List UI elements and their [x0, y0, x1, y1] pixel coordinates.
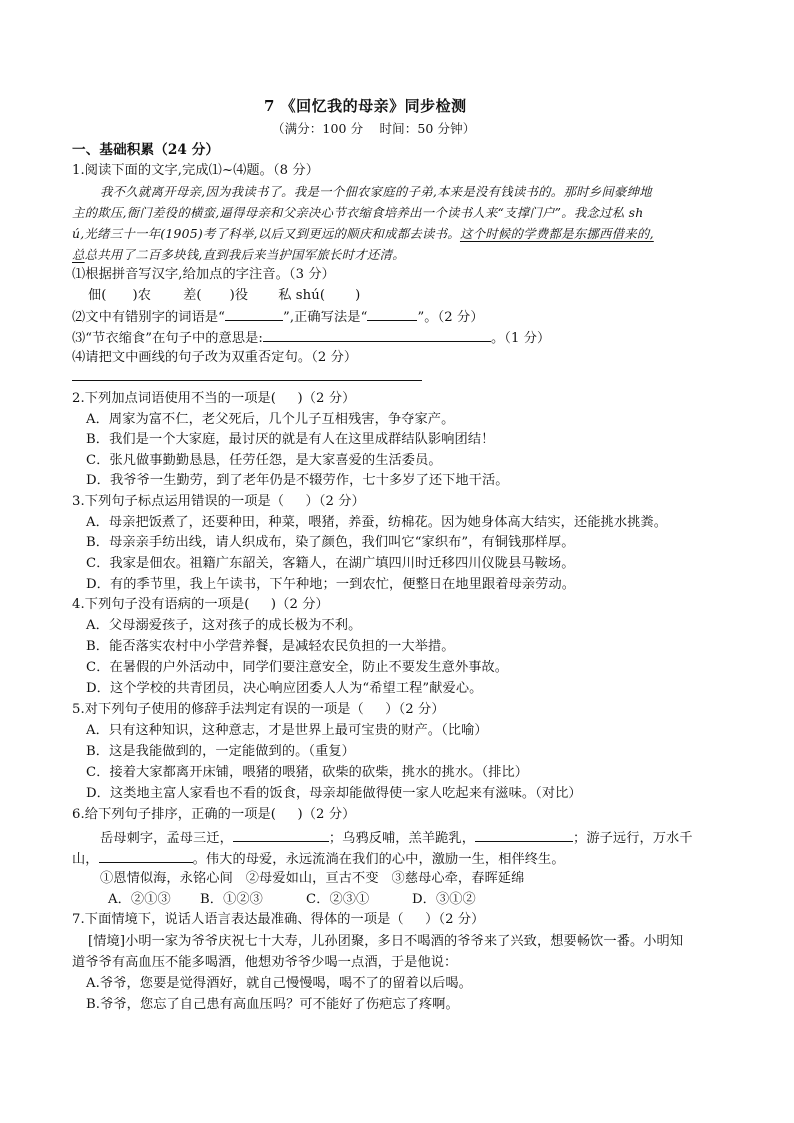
item-text: 。伟大的母爱，永远流淌在我们的心中，激励一生，相伴终生。	[192, 852, 565, 867]
item-text: 。（1 分）	[490, 331, 551, 346]
ordering-line-1	[100, 827, 693, 849]
item-text: )	[355, 288, 361, 303]
passage-line	[72, 224, 654, 244]
ordering-line-2	[72, 848, 565, 870]
question-4-stem: 4.下列句子没有语病的一项是( )（2 分）	[72, 597, 329, 612]
item-text: 私 shú(	[278, 288, 326, 303]
answer-blank[interactable]	[225, 306, 283, 321]
answer-blank[interactable]	[263, 327, 491, 342]
question-3-stem: 3.下列句子标点运用错误的一项是（ ）（2 分）	[72, 494, 365, 509]
passage-line: 我不久就离开母亲,因为我读书了。我是一个佃农家庭的子弟,本来是没有钱读书的。那时乡间豪绅地	[100, 184, 652, 199]
choice-c: C．②③①	[306, 892, 370, 907]
item-text: 山，	[72, 852, 99, 867]
sub-question-2	[72, 306, 484, 328]
option-d: D．这个学校的共青团员，决心响应团委人人为“希望工程”献爱心。	[86, 681, 483, 696]
passage-text: 总共用了二百多块钱,直到我后来当护国军旅长时才还清。	[84, 247, 405, 262]
option-c: C．张凡做事勤勤恳恳，任劳任怨，是大家喜爱的生活委员。	[86, 453, 442, 468]
option-a: A．父母溺爱孩子，这对孩子的成长极为不利。	[86, 618, 362, 633]
answer-blank[interactable]	[99, 848, 193, 863]
item-text: 佃(	[88, 288, 107, 303]
answer-blank[interactable]	[233, 827, 329, 842]
option-b: B．能否落实农村中小学营养餐，是减轻农民负担的一大举措。	[86, 639, 455, 654]
item-text: ⑶“节衣缩食”在句子中的意思是:	[72, 331, 263, 346]
option-a: A．周家为富不仁，老父死后，几个儿子互相残害，争夺家产。	[86, 412, 455, 427]
item-text: ”。（2 分）	[417, 310, 484, 325]
option-c: C．在暑假的户外活动中，同学们要注意安全，防止不要发生意外事故。	[86, 660, 509, 675]
option-c: C．我家是佃农。祖籍广东韶关，客籍人，在湖广填四川时迁移四川仪陇县马鞍场。	[86, 556, 575, 571]
option-b: B．这是我能做到的，一定能做到的。（重复）	[86, 744, 355, 759]
passage-line: 主的欺压,衙门差役的横蛮,逼得母亲和父亲决心节衣缩食培养出一个读书人来“支撑门户”。我念过私 sh	[72, 205, 644, 220]
scenario-line: 道爷爷有高血压不能多喝酒，他想劝爷爷少喝一点酒，于是他说：	[72, 955, 458, 970]
choice-d: D．③①②	[412, 892, 476, 907]
question-2-stem: 2.下列加点词语使用不当的一项是( )（2 分）	[72, 391, 356, 406]
passage-text: ú,光绪三十一年(1905)考了科举,以后又到更远的顺庆和成都去读书。	[72, 226, 460, 241]
answer-line[interactable]	[72, 380, 422, 381]
item-text: )农	[132, 288, 152, 303]
item-text: ”,正确写法是“	[283, 310, 368, 325]
passage-line	[72, 245, 405, 265]
question-7-stem: 7.下面情境下，说话人语言表达最准确、得体的一项是（ ）（2 分）	[72, 912, 485, 927]
answer-blank[interactable]	[367, 306, 417, 321]
option-d: D．有的季节里，我上午读书，下午种地；一到农忙，便整日在地里跟着母亲劳动。	[86, 577, 576, 592]
item-text: ；乌鸦反哺，羔羊跪乳，	[328, 831, 476, 846]
sub-question-1: ⑴根据拼音写汉字,给加点的字注音。（3 分）	[72, 267, 335, 282]
item-text: 岳母刺字，孟母三迁，	[100, 831, 233, 846]
scenario-line: [情境]小明一家为爷爷庆祝七十大寿，儿孙团聚，多日不喝酒的爷爷来了兴致，想要畅饮一番。小明知	[88, 934, 684, 949]
item-text: 差(	[183, 288, 202, 303]
option-d: D．我爷爷一生勤劳，到了老年仍是不辍劳作，七十多岁了还下地干活。	[86, 473, 509, 488]
option-b: B．母亲亲手纺出线，请人织成布，染了颜色，我们叫它“家织布”，有铜钱那样厚。	[86, 535, 575, 550]
underlined-sentence: 这个时候的学费都是东挪西借来的,	[459, 226, 654, 241]
section-heading: 一、基础积累（24 分）	[72, 142, 220, 158]
item-text: ；游子远行，万水千	[573, 831, 693, 846]
option-a: A．母亲把饭煮了，还要种田，种菜，喂猪，养蚕，纺棉花。因为她身体高大结实，还能挑水挑粪。	[86, 515, 667, 530]
option-d: D．这类地主富人家看也不看的饭食，母亲却能做得使一家人吃起来有滋味。（对比）	[86, 786, 582, 801]
pinyin-row	[88, 286, 360, 306]
option-b: B.爷爷，您忘了自己患有高血压吗？可不能好了伤疤忘了疼啊。	[86, 997, 459, 1012]
question-1-stem: 1.阅读下面的文字,完成⑴~⑷题。（8 分）	[72, 163, 320, 178]
option-b: B．我们是一个大家庭，最讨厌的就是有人在这里成群结队影响团结！	[86, 432, 495, 447]
ordering-items: ①恩情似海，永铭心间 ②母爱如山，亘古不变 ③慈母心牵，春晖延绵	[100, 871, 525, 886]
question-5-stem: 5.对下列句子使用的修辞手法判定有误的一项是（ ）（2 分）	[72, 702, 445, 717]
underlined-sentence-end: 总	[72, 247, 85, 262]
sub-question-4: ⑷请把文中画线的句子改为双重否定句。（2 分）	[72, 350, 358, 365]
answer-blank[interactable]	[475, 827, 573, 842]
page-subtitle: （满分：100 分 时间：50 分钟）	[272, 121, 476, 136]
option-a: A.爷爷，您要是觉得酒好，就自己慢慢喝，喝不了的留着以后喝。	[86, 976, 472, 991]
page-title: 7 《回忆我的母亲》同步检测	[264, 97, 467, 115]
item-text: ⑵文中有错别字的词语是“	[72, 310, 226, 325]
option-c: C．接着大家都离开床铺，喂猪的喂猪，砍柴的砍柴，挑水的挑水。（排比）	[86, 765, 529, 780]
option-a: A．只有这种知识，这种意志，才是世界上最可宝贵的财产。（比喻）	[86, 723, 488, 738]
question-6-stem: 6.给下列句子排序，正确的一项是( )（2 分）	[72, 807, 356, 822]
item-text: )役	[229, 288, 249, 303]
choice-a: A．②①③	[108, 892, 171, 907]
sub-question-3	[72, 327, 550, 349]
choice-b: B．①②③	[200, 892, 263, 907]
